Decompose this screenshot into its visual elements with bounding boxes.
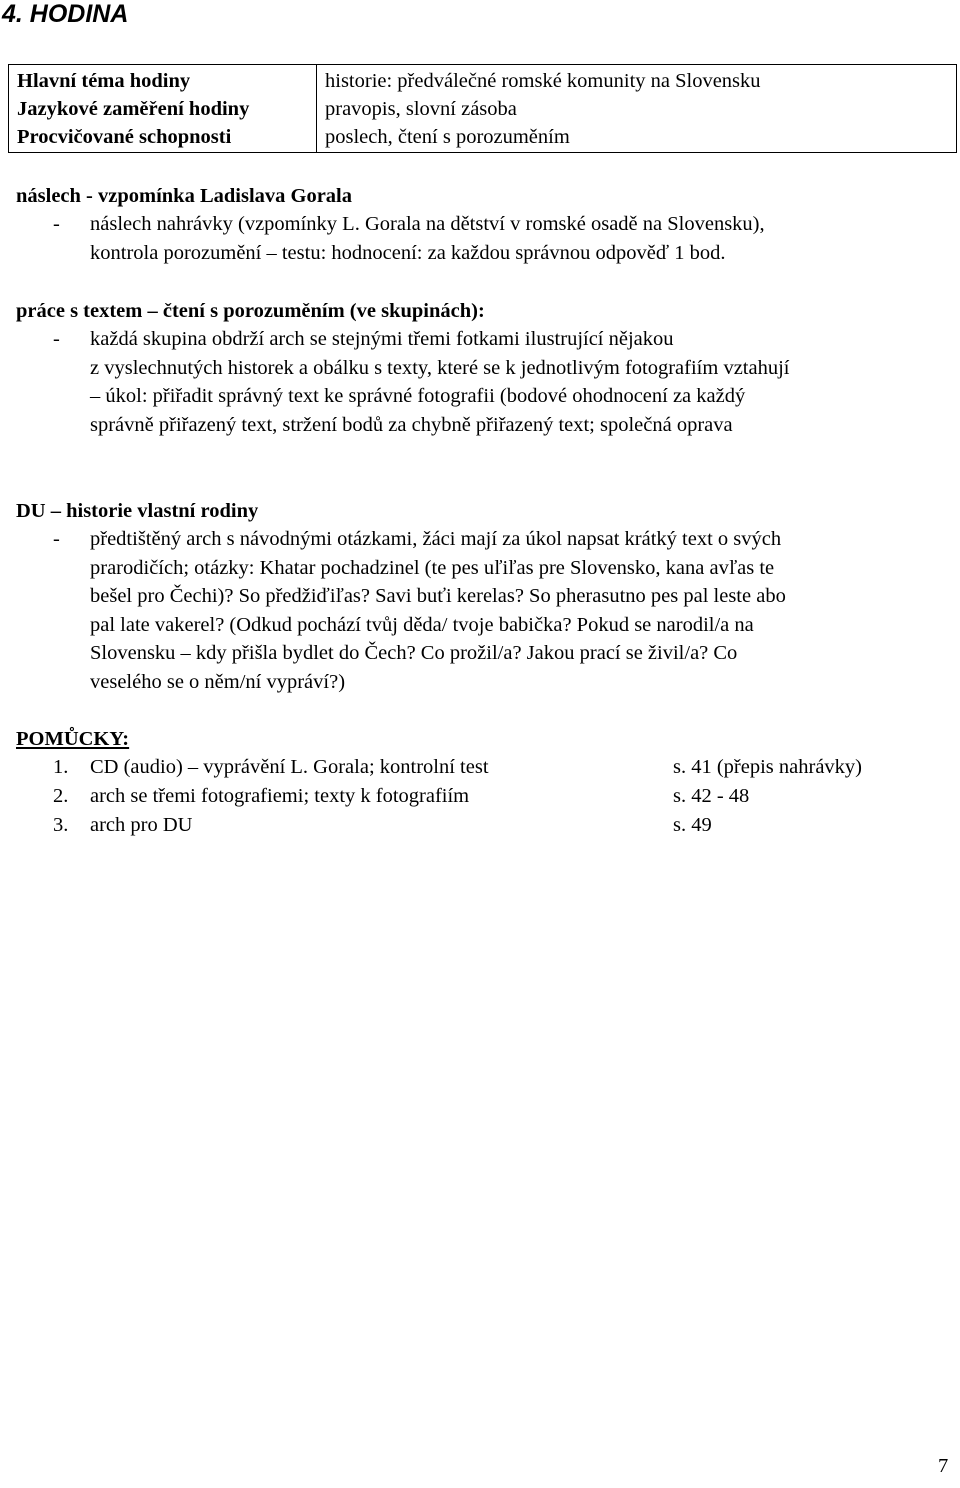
section-heading: práce s textem – čtení s porozuměním (ve skupinách): xyxy=(16,300,485,322)
aid-text: arch se třemi fotografiemi; texty k fotografiím xyxy=(90,785,470,807)
info-value: pravopis, slovní zásoba xyxy=(317,95,957,123)
list-dash: - xyxy=(53,213,60,235)
list-dash: - xyxy=(53,328,60,350)
item-line: bešel pro Čechi)? So předžiďiľas? Savi buťi kerelas? So pherasutno pes pal leste abo xyxy=(90,585,786,607)
item-line: předtištěný arch s návodnými otázkami, žáci mají za úkol napsat krátký text o svých xyxy=(90,528,782,550)
item-line: z vyslechnutých historek a obálku s texty, které se k jednotlivým fotografiím vztahují xyxy=(90,356,790,379)
list-dash: - xyxy=(53,528,60,550)
info-label: Jazykové zaměření hodiny xyxy=(9,95,317,123)
list-item xyxy=(16,325,946,439)
section-heading: náslech - vzpomínka Ladislava Gorala xyxy=(16,185,353,207)
list-item xyxy=(16,210,946,267)
item-line: pal late vakerel? (Odkud pochází tvůj děda/ tvoje babička? Pokud se narodil/a na xyxy=(90,613,754,636)
aid-number: 2. xyxy=(53,785,69,807)
info-value: poslech, čtení s porozuměním xyxy=(317,123,957,153)
item-line: Slovensku – kdy přišla bydlet do Čech? Co prožil/a? Jakou prací se živil/a? Co xyxy=(90,642,738,664)
section-aids xyxy=(16,725,946,753)
aid-page-ref: s. 49 xyxy=(673,814,712,836)
section-homework xyxy=(16,497,946,696)
section-listening xyxy=(16,182,946,267)
aids-heading: POMŮCKY: xyxy=(16,728,130,750)
aid-number: 3. xyxy=(53,814,69,836)
info-label: Hlavní téma hodiny xyxy=(9,65,317,96)
item-line: kontrola porozumění – testu: hodnocení: za každou správnou odpověď 1 bod. xyxy=(90,241,726,264)
item-line: správně přiřazený text, stržení bodů za chybně přiřazený text; společná oprava xyxy=(90,413,733,436)
aid-text: arch pro DU xyxy=(90,814,193,836)
item-line: veselého se o něm/ní vypráví?) xyxy=(90,670,346,693)
page-title: 4. HODINA xyxy=(2,0,129,28)
section-heading: DU – historie vlastní rodiny xyxy=(16,500,259,522)
aid-text: CD (audio) – vyprávění L. Gorala; kontrolní test xyxy=(90,756,489,778)
lesson-info-table xyxy=(8,64,957,153)
aid-page-ref: s. 42 - 48 xyxy=(673,785,750,807)
item-line: náslech nahrávky (vzpomínky L. Gorala na dětství v romské osadě na Slovensku), xyxy=(90,213,765,235)
info-label: Procvičované schopnosti xyxy=(9,123,317,153)
item-line: každá skupina obdrží arch se stejnými třemi fotkami ilustrující nějakou xyxy=(90,328,674,350)
info-row xyxy=(9,123,957,153)
item-line: – úkol: přiřadit správný text ke správné fotografii (bodové ohodnocení za každý xyxy=(90,385,746,407)
aid-number: 1. xyxy=(53,756,69,778)
aid-page-ref: s. 41 (přepis nahrávky) xyxy=(673,756,863,778)
section-reading xyxy=(16,297,946,439)
list-item xyxy=(16,525,946,696)
info-row xyxy=(9,95,957,123)
info-row xyxy=(9,65,957,96)
page-number: 7 xyxy=(938,1455,949,1477)
item-line: prarodičích; otázky: Khatar pochadzinel (te pes uľiľas pre Slovensko, kana avľas te xyxy=(90,556,775,579)
info-value: historie: předválečné romské komunity na Slovensku xyxy=(317,65,957,96)
